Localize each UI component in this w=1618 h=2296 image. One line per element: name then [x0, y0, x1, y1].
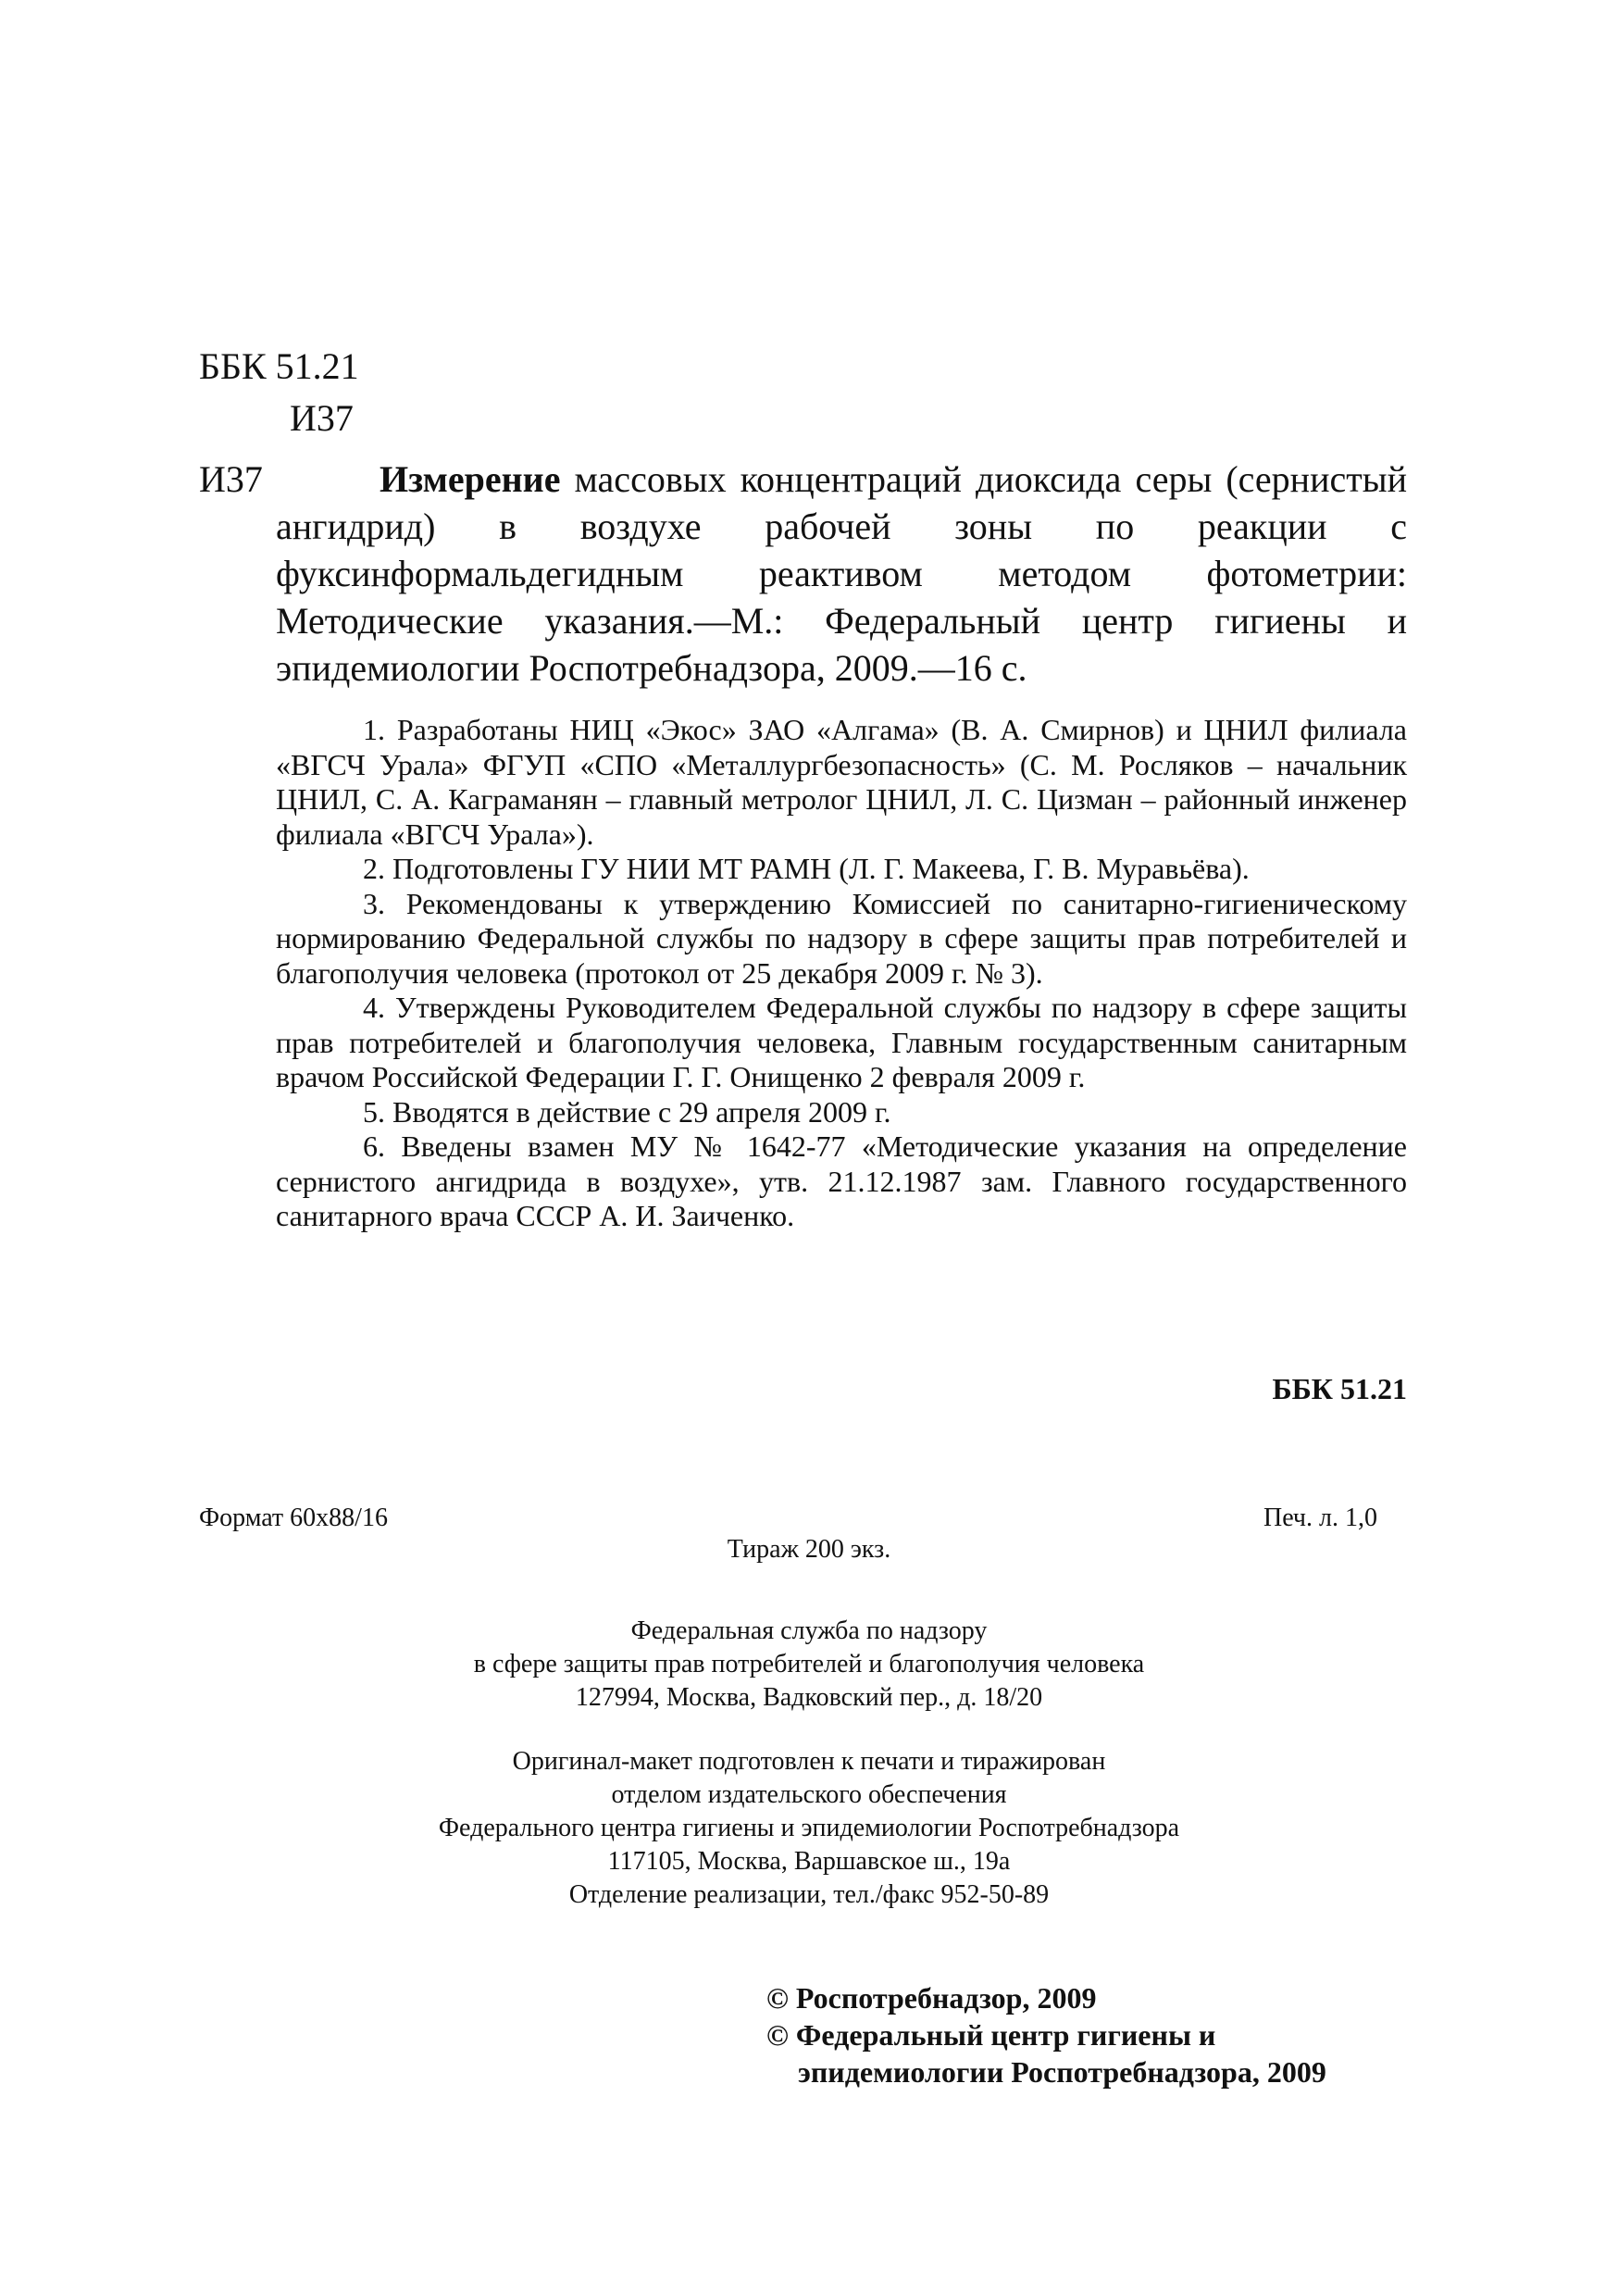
printed-sheets-info: Печ. л. 1,0	[1263, 1504, 1377, 1532]
publisher-line: Федеральная служба по надзору	[630, 1616, 988, 1645]
document-info-list	[276, 713, 1407, 1234]
info-item-approved: 4. Утверждены Руководителем Федеральной службы по надзору в сфере защиты прав потребителей и благополучия человека, Главным государственным санитарным врачом Российской Федерации Г. Г. Онищенко 2 февраля 2009 г.	[276, 991, 1407, 1093]
printer-line: Федерального центра гигиены и эпидемиологии Роспотребнадзора	[438, 1814, 1180, 1842]
author-mark: И37	[290, 397, 354, 439]
info-item-effective: 5. Вводятся в действие с 29 апреля 2009 г.	[363, 1094, 891, 1129]
annotation-code: И37	[199, 458, 263, 500]
bbk-classification	[199, 341, 359, 444]
info-item-developed: 1. Разработаны НИЦ «Экос» ЗАО «Алгама» (В. А. Смирнов) и ЦНИЛ филиала «ВГСЧ Урала» ФГУП «СПО «Металлургбезопасность» (С. М. Росляков – начальник ЦНИЛ, С. А. Каграманян – главный метролог ЦНИЛ, Л. С. Цизман – районный инженер филиала «ВГСЧ Урала»).	[276, 713, 1407, 851]
copyright-block	[766, 1979, 1326, 2090]
annotation-title: Измерение	[380, 458, 561, 500]
format-info: Формат 60x88/16	[199, 1504, 388, 1532]
annotation-text: массовых концентраций диоксида серы (сернистый ангидрид) в воздухе рабочей зоны по реакции с фуксинформальдегидным реактивом методом фотометрии: Методические указания.—М.: Федеральный центр гигиены и эпидемиологии Роспотребнадзора, 2009.—16 с.	[276, 458, 1408, 689]
printer-line: Оригинал-макет подготовлен к печати и тиражирован	[512, 1747, 1106, 1776]
copyright-line-1: © Роспотребнадзор, 2009	[766, 1981, 1097, 2015]
info-item-recommended: 3. Рекомендованы к утверждению Комиссией по санитарно-гигиеническому нормированию Федеральной службы по надзору в сфере защиты прав потребителей и благополучия человека (протокол от 25 декабря 2009 г. № 3).	[276, 886, 1407, 990]
publisher-line: 127994, Москва, Вадковский пер., д. 18/20	[575, 1683, 1043, 1712]
printer-line: отделом издательского обеспечения	[611, 1780, 1007, 1809]
bbk-code-bottom: ББК 51.21	[1272, 1372, 1407, 1405]
printer-line: 117105, Москва, Варшавское ш., 19а	[607, 1847, 1011, 1876]
printer-block	[0, 1745, 1618, 1912]
info-item-replaces: 6. Введены взамен МУ № 1642-77 «Методические указания на определение сернистого ангидрида в воздухе», утв. 21.12.1987 зам. Главного государственного санитарного врача СССР А. И. Заиченко.	[276, 1129, 1407, 1232]
publisher-line: в сфере защиты прав потребителей и благополучия человека	[473, 1650, 1145, 1678]
circulation-info: Тираж 200 экз.	[727, 1535, 891, 1564]
info-item-prepared: 2. Подготовлены ГУ НИИ МТ РАМН (Л. Г. Макеева, Г. В. Муравьёва).	[363, 852, 1250, 885]
bbk-code: ББК 51.21	[199, 345, 359, 387]
printer-line: Отделение реализации, тел./факс 952-50-89	[568, 1880, 1050, 1909]
copyright-line-2: © Федеральный центр гигиены и	[766, 2018, 1216, 2052]
publisher-block	[0, 1615, 1618, 1715]
bibliographic-annotation	[276, 455, 1407, 692]
copyright-line-3: эпидемиологии Роспотребнадзора, 2009	[798, 2055, 1326, 2089]
